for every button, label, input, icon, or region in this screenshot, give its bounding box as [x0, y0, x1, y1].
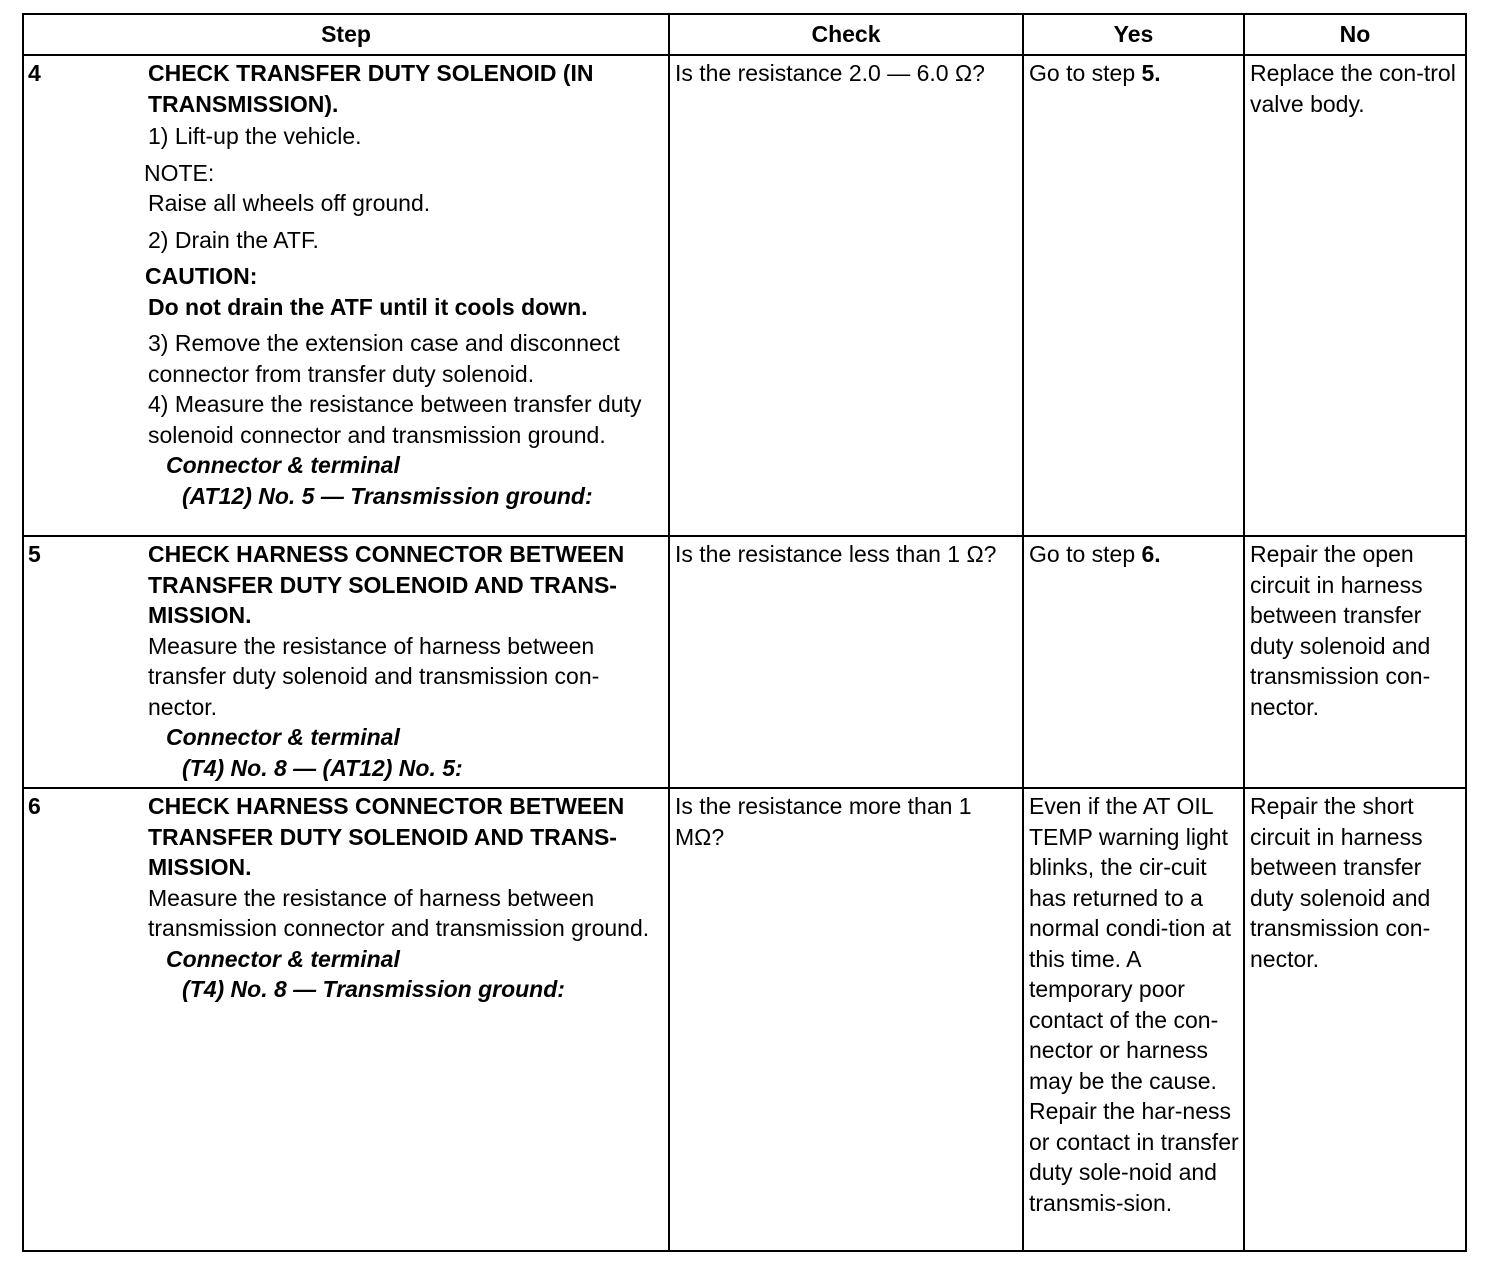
caution-heading: CAUTION: [145, 263, 258, 289]
substep: 1) Lift-up the vehicle. [148, 123, 362, 149]
connector-terminal-value: (T4) No. 8 — Transmission ground: [182, 976, 565, 1002]
step-title: CHECK TRANSFER DUTY SOLENOID (IN TRANSMISSION). [148, 60, 594, 117]
step-text: Measure the resistance of harness between transmission connector and transmission ground. [148, 884, 650, 941]
no-cell: Replace the con-trol valve body. [1244, 55, 1466, 536]
note-text: Raise all wheels off ground. [148, 190, 431, 216]
yes-cell [1023, 536, 1244, 788]
step-title: CHECK HARNESS CONNECTOR BETWEEN TRANSFER DUTY SOLENOID AND TRANS-MISSION. [148, 793, 625, 880]
step-title: CHECK HARNESS CONNECTOR BETWEEN TRANSFER DUTY SOLENOID AND TRANS-MISSION. [148, 541, 625, 628]
step-text: Measure the resistance of harness between transfer duty solenoid and transmission con-nector. [148, 632, 600, 720]
header-no: No [1244, 14, 1466, 55]
header-yes: Yes [1023, 14, 1244, 55]
diagnostic-table [22, 13, 1467, 1252]
yes-text: Go to step [1029, 541, 1142, 567]
header-check: Check [669, 14, 1023, 55]
caution-text: Do not drain the ATF until it cools down. [148, 293, 588, 320]
step-cell [23, 536, 669, 788]
table-header-row [23, 14, 1466, 55]
check-cell: Is the resistance 2.0 — 6.0 Ω? [669, 55, 1023, 536]
step-number: 4 [28, 60, 41, 86]
substep: 3) Remove the extension case and disconnect connector from transfer duty solenoid. [148, 330, 620, 387]
yes-cell [1023, 55, 1244, 536]
no-cell: Repair the open circuit in harness between transfer duty solenoid and transmission con-nector. [1244, 536, 1466, 788]
connector-terminal-value: (T4) No. 8 — (AT12) No. 5: [182, 754, 463, 781]
step-cell [23, 788, 669, 1251]
step-cell [23, 55, 669, 536]
no-cell: Repair the short circuit in harness between transfer duty solenoid and transmission con-nector. [1244, 788, 1466, 1251]
check-cell: Is the resistance less than 1 Ω? [669, 536, 1023, 788]
table-row [23, 536, 1466, 788]
connector-terminal-heading: Connector & terminal [166, 724, 400, 750]
step-number: 5 [28, 541, 41, 567]
substep: 4) Measure the resistance between transfer duty solenoid connector and transmission ground. [148, 391, 642, 448]
yes-cell: Even if the AT OIL TEMP warning light blinks, the cir-cuit has returned to a normal condi-tion at this time. A temporary poor contact of the con-nector or harness may be the cause. Repair the har-ness or contact in transfer duty sole-noid and transmis-sion. [1023, 788, 1244, 1251]
yes-text: Go to step [1029, 60, 1142, 86]
connector-terminal-heading: Connector & terminal [166, 945, 400, 972]
table-row [23, 788, 1466, 1251]
check-cell: Is the resistance more than 1 MΩ? [669, 788, 1023, 1251]
table-row [23, 55, 1466, 536]
yes-step-ref: 6. [1141, 541, 1161, 567]
header-step: Step [23, 14, 669, 55]
yes-step-ref: 5. [1141, 60, 1161, 86]
connector-terminal-heading: Connector & terminal [166, 452, 400, 478]
step-number: 6 [28, 793, 41, 819]
connector-terminal-value: (AT12) No. 5 — Transmission ground: [182, 482, 593, 509]
note-heading: NOTE: [144, 159, 215, 186]
substep: 2) Drain the ATF. [148, 226, 319, 253]
